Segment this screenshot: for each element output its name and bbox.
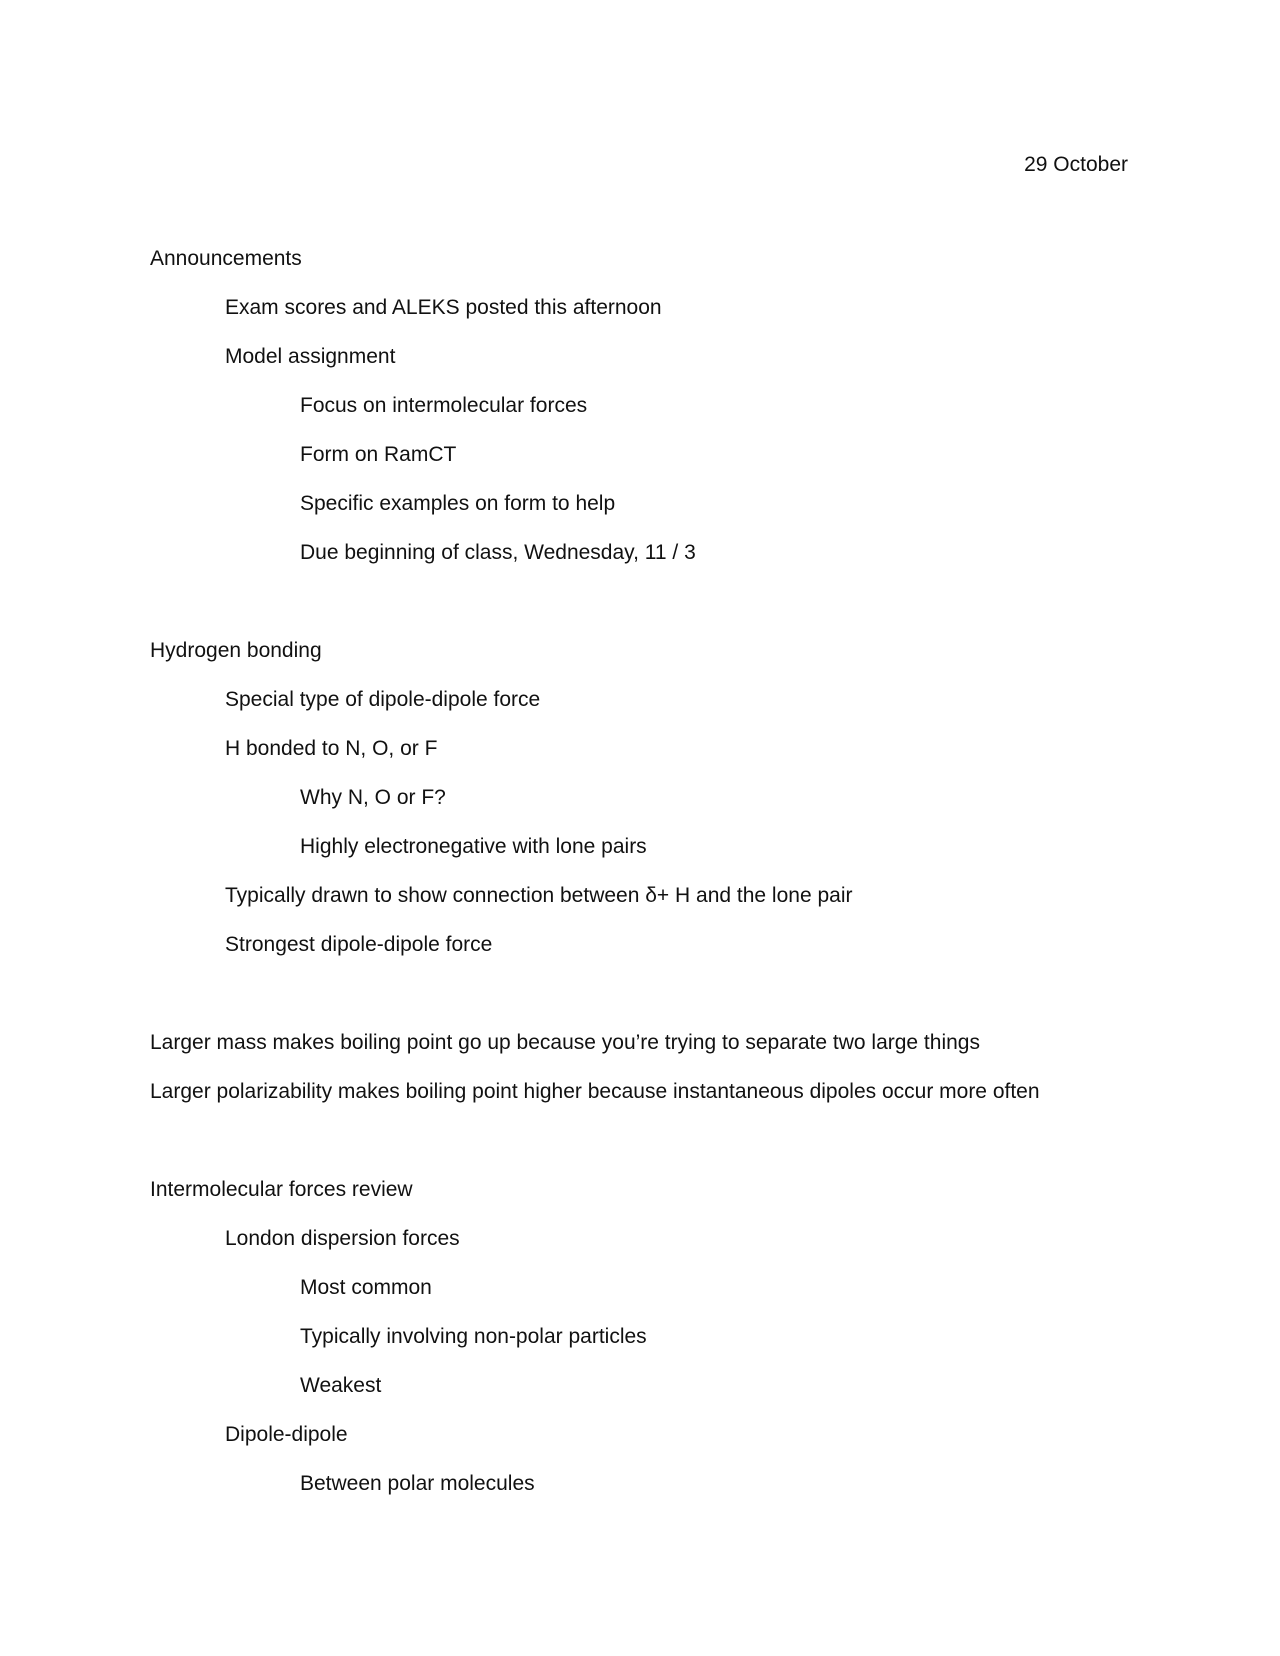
list-item: Most common — [300, 1276, 432, 1299]
section-heading-announcements: Announcements — [150, 247, 302, 270]
list-item: Exam scores and ALEKS posted this afternoon — [225, 296, 662, 319]
list-item: Weakest — [300, 1374, 382, 1397]
list-item: Form on RamCT — [300, 443, 457, 466]
list-item: London dispersion forces — [225, 1227, 460, 1250]
list-item: Typically involving non-polar particles — [300, 1325, 647, 1348]
section-heading-review: Intermolecular forces review — [150, 1178, 413, 1201]
paragraph-line: Larger mass makes boiling point go up because you’re trying to separate two large things — [150, 1031, 980, 1054]
list-item: Focus on intermolecular forces — [300, 394, 588, 417]
paragraph-line: Larger polarizability makes boiling point higher because instantaneous dipoles occur more often — [150, 1080, 1040, 1103]
list-item: Strongest dipole-dipole force — [225, 933, 493, 956]
list-item: Between polar molecules — [300, 1472, 535, 1495]
section-heading-hydrogen-bonding: Hydrogen bonding — [150, 639, 322, 662]
list-item: Dipole-dipole — [225, 1423, 348, 1446]
list-item: Why N, O or F? — [300, 786, 446, 809]
list-item: Due beginning of class, Wednesday, 11 / 3 — [300, 541, 696, 564]
list-item: Special type of dipole-dipole force — [225, 688, 541, 711]
list-item: H bonded to N, O, or F — [225, 737, 438, 760]
list-item: Model assignment — [225, 345, 396, 368]
list-item: Specific examples on form to help — [300, 492, 616, 515]
date-header: 29 October — [1024, 153, 1128, 176]
list-item: Highly electronegative with lone pairs — [300, 835, 647, 858]
list-item: Typically drawn to show connection between δ+ H and the lone pair — [225, 884, 853, 907]
